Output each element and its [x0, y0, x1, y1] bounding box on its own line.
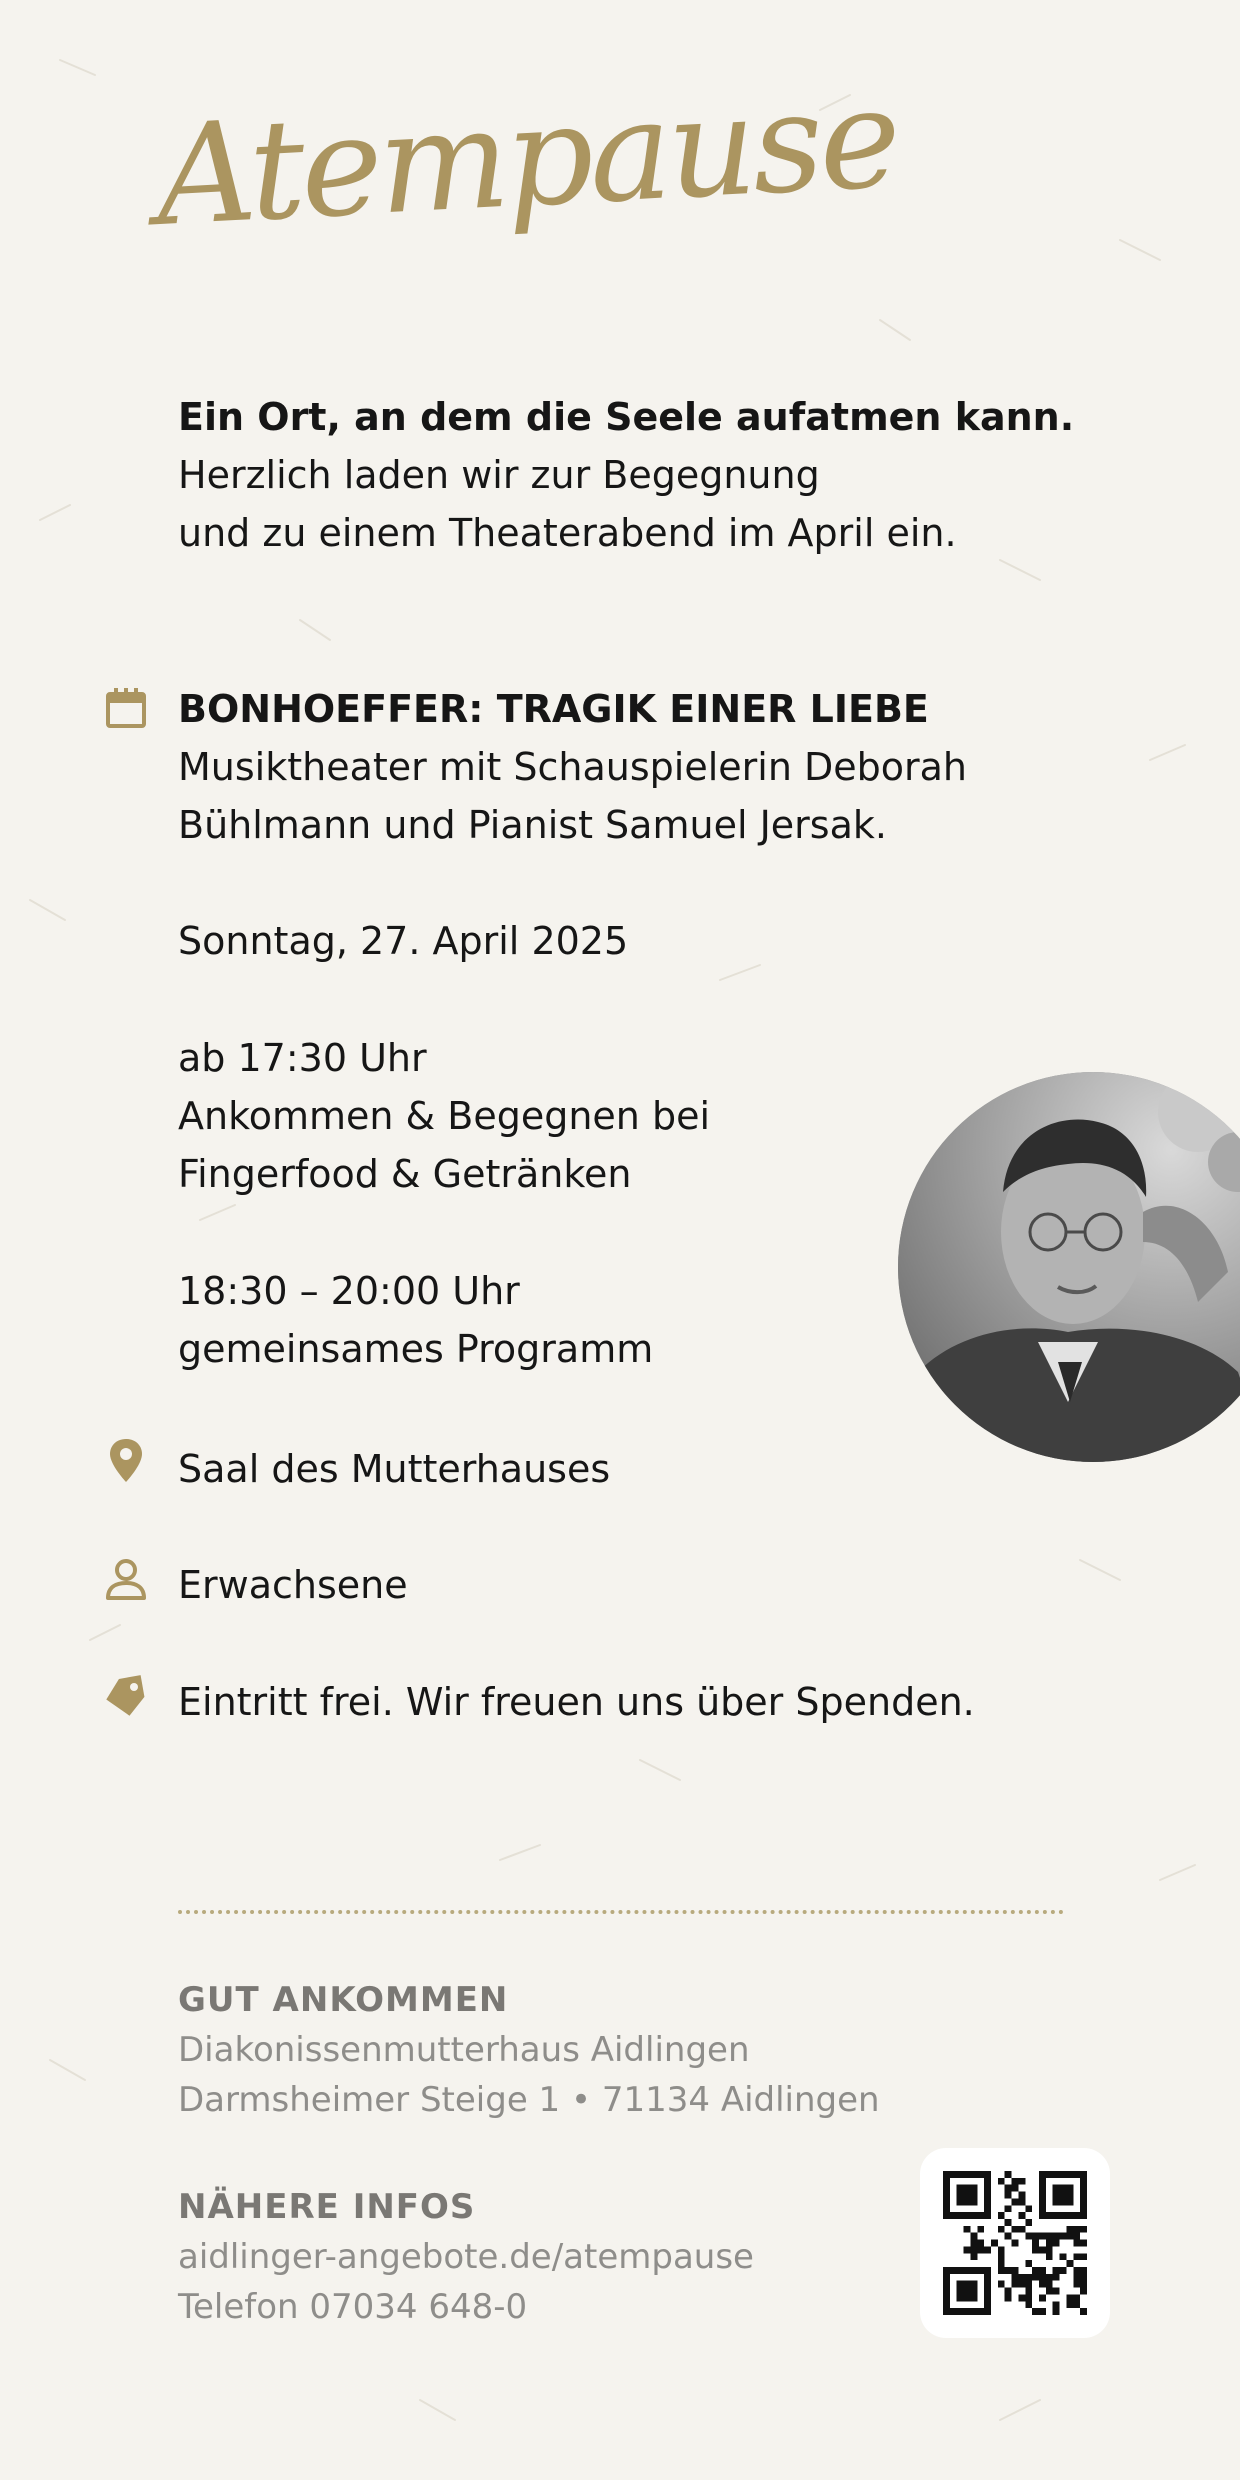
- arrival-block: [178, 1975, 938, 2125]
- qr-code[interactable]: [920, 2148, 1110, 2338]
- price: Eintritt frei. Wir freuen uns über Spenden.: [178, 1680, 975, 1724]
- event-title: BONHOEFFER: TRAGIK EINER LIEBE: [178, 687, 929, 731]
- event-date: Sonntag, 27. April 2025: [178, 919, 629, 963]
- event-info: [178, 680, 1038, 854]
- calendar-icon: [100, 682, 152, 734]
- program-time: 18:30 – 20:00 Uhr: [178, 1269, 520, 1313]
- person-icon: [100, 1554, 152, 1606]
- info-url[interactable]: aidlinger-angebote.de/atempause: [178, 2237, 754, 2277]
- arrival-line-2: Fingerfood & Getränken: [178, 1152, 632, 1196]
- arrival-address-line-1: Diakonissenmutterhaus Aidlingen: [178, 2030, 750, 2070]
- program-description: gemeinsames Programm: [178, 1327, 654, 1371]
- arrival-heading: GUT ANKOMMEN: [178, 1980, 509, 2020]
- arrival-time: ab 17:30 Uhr: [178, 1036, 427, 1080]
- event-description-1: Musiktheater mit Schauspielerin Deborah: [178, 745, 968, 789]
- page-title: Atempause: [152, 57, 901, 257]
- arrival-address-line-2: Darmsheimer Steige 1 • 71134 Aidlingen: [178, 2080, 880, 2120]
- arrival-line-1: Ankommen & Begegnen bei: [178, 1094, 711, 1138]
- qr-code-pattern: [943, 2171, 1087, 2315]
- intro: [178, 388, 1108, 562]
- intro-line-1: Herzlich laden wir zur Begegnung: [178, 453, 820, 497]
- map-pin-icon: [100, 1435, 152, 1487]
- intro-lead: Ein Ort, an dem die Seele aufatmen kann.: [178, 395, 1075, 439]
- event-description-2: Bühlmann und Pianist Samuel Jersak.: [178, 803, 887, 847]
- location: Saal des Mutterhauses: [178, 1447, 611, 1491]
- info-block: [178, 2182, 938, 2332]
- arrival-info: [178, 1029, 1038, 1203]
- info-phone: Telefon 07034 648-0: [178, 2287, 528, 2327]
- price-tag-icon: [100, 1670, 152, 1722]
- intro-line-2: und zu einem Theaterabend im April ein.: [178, 511, 957, 555]
- info-heading: NÄHERE INFOS: [178, 2187, 476, 2227]
- audience: Erwachsene: [178, 1563, 408, 1607]
- divider: [178, 1910, 1064, 1914]
